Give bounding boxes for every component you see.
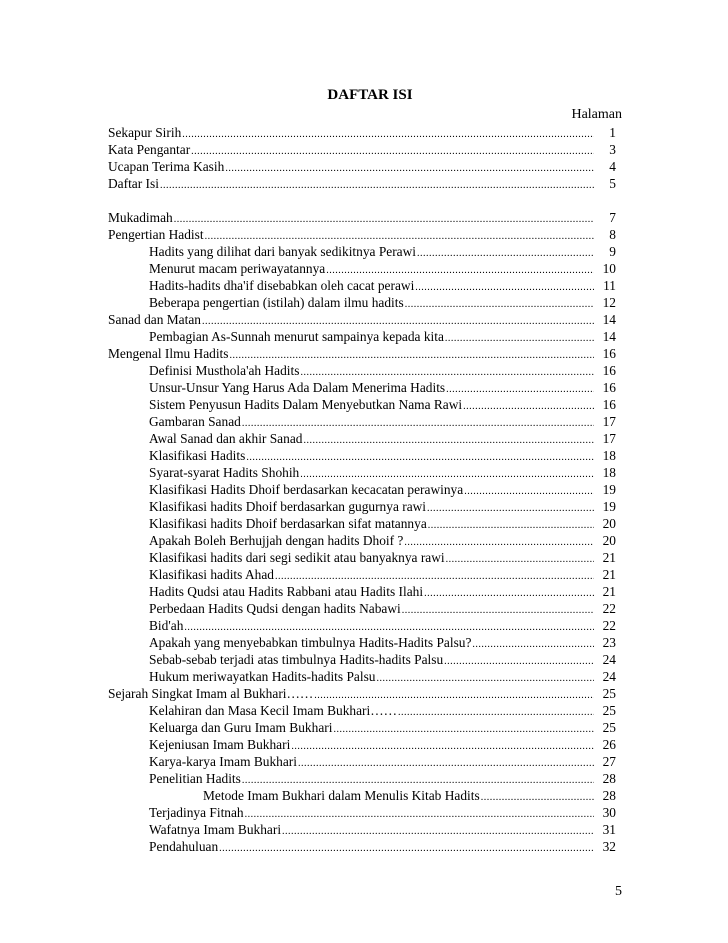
toc-entry[interactable] [108,226,616,243]
toc-leader-dots [242,772,594,787]
toc-entry-label: Definisi Musthola'ah Hadits [149,363,300,378]
toc-entry-page: 11 [603,278,616,293]
toc-entry-page: 16 [602,363,616,378]
toc-entry-label: Terjadinya Fitnah [149,805,244,820]
toc-entry-page: 25 [602,703,616,718]
toc-entry[interactable] [108,447,616,464]
toc-entry[interactable] [108,158,616,175]
toc-leader-dots [415,279,594,294]
toc-leader-dots [291,738,594,753]
toc-entry[interactable] [108,532,616,549]
toc-entry[interactable] [108,600,616,617]
toc-leader-dots [446,381,594,396]
toc-entry[interactable] [108,668,616,685]
toc-entry-page: 21 [602,567,616,582]
toc-leader-dots [300,466,594,481]
toc-entry[interactable] [108,515,616,532]
toc-leader-dots [376,670,594,685]
toc-entry-label: Apakah yang menyebabkan timbulnya Hadits-Hadits Palsu? [149,635,472,650]
toc-entry[interactable] [108,260,616,277]
toc-entry[interactable] [108,379,616,396]
toc-entry[interactable] [108,311,616,328]
page-title: DAFTAR ISI [327,87,413,103]
toc-entry[interactable] [108,345,616,362]
toc-group-main [108,209,616,855]
toc-leader-dots [417,245,594,260]
toc-entry-label: Beberapa pengertian (istilah) dalam ilmu hadits [149,295,404,310]
toc-entry-label: Ucapan Terima Kasih [108,159,225,174]
toc-leader-dots [202,313,594,328]
toc-entry-page: 31 [602,822,616,837]
toc-leader-dots [219,840,594,855]
toc-leader-dots [464,483,594,498]
toc-leader-dots [303,432,594,447]
toc-leader-dots [446,551,594,566]
toc-entry-page: 30 [602,805,616,820]
toc-entry-label: Keluarga dan Guru Imam Bukhari [149,720,333,735]
toc-entry-label: Penelitian Hadits [149,771,241,786]
toc-entry[interactable] [108,464,616,481]
toc-entry[interactable] [108,821,616,838]
toc-entry[interactable] [108,651,616,668]
toc-entry-page: 16 [602,397,616,412]
toc-entry-page: 8 [609,227,616,242]
toc-entry-page: 28 [602,788,616,803]
toc-entry-label: Sekapur Sirih [108,125,182,140]
toc-entry-page: 24 [602,652,616,667]
toc-entry-label: Pembagian As-Sunnah menurut sampainya kepada kita [149,329,444,344]
toc-entry-label: Wafatnya Imam Bukhari [149,822,282,837]
toc-entry[interactable] [108,549,616,566]
toc-entry-page: 32 [602,839,616,854]
toc-entry-page: 25 [602,686,616,701]
toc-entry-label: Mengenal Ilmu Hadits [108,346,229,361]
toc-entry-label: Klasifikasi Hadits Dhoif berdasarkan kecacatan perawinya [149,482,464,497]
toc-leader-dots [402,602,594,617]
toc-leader-dots [205,228,594,243]
toc-entry-label: Bid'ah [149,618,184,633]
toc-leader-dots [427,500,594,515]
toc-entry[interactable] [108,804,616,821]
toc-entry[interactable] [108,753,616,770]
toc-leader-dots [314,687,594,702]
toc-entry[interactable] [108,719,616,736]
toc-entry[interactable] [108,294,616,311]
toc-entry-page: 9 [609,244,616,259]
toc-entry-page: 17 [602,414,616,429]
toc-group-spacer [108,192,616,209]
toc-entry[interactable] [108,617,616,634]
toc-entry[interactable] [108,566,616,583]
page-column-header: Halaman [571,107,622,122]
toc-entry[interactable] [108,770,616,787]
toc-leader-dots [245,806,594,821]
toc-entry-label: Perbedaan Hadits Qudsi dengan hadits Nabawi [149,601,401,616]
toc-entry-page: 12 [602,295,616,310]
toc-leader-dots [184,619,594,634]
toc-leader-dots [398,704,594,719]
toc-entry[interactable] [108,685,616,702]
toc-entry-page: 20 [602,516,616,531]
toc-leader-dots [230,347,595,362]
toc-entry[interactable] [108,124,616,141]
toc-entry-label: Gambaran Sanad [149,414,241,429]
toc-entry[interactable] [108,634,616,651]
toc-entry-page: 20 [602,533,616,548]
toc-leader-dots [182,126,594,141]
toc-entry-label: Karya-karya Imam Bukhari [149,754,297,769]
toc-entry-label: Hukum meriwayatkan Hadits-hadits Palsu [149,669,376,684]
toc-entry-page: 16 [602,380,616,395]
toc-entry-page: 19 [602,482,616,497]
toc-entry-page: 21 [602,584,616,599]
page-number: 5 [615,884,622,899]
toc-leader-dots [333,721,594,736]
toc-entry-label: Awal Sanad dan akhir Sanad [149,431,303,446]
toc-entry-label: Syarat-syarat Hadits Shohih [149,465,300,480]
toc-entry[interactable] [108,175,616,192]
toc-entry-page: 28 [602,771,616,786]
toc-entry[interactable] [108,396,616,413]
toc-entry[interactable] [108,736,616,753]
toc-entry-page: 16 [602,346,616,361]
toc-leader-dots [282,823,594,838]
toc-entry[interactable] [108,413,616,430]
toc-entry-label: Mukadimah [108,210,173,225]
toc-leader-dots [246,449,594,464]
toc-entry-page: 4 [609,159,616,174]
toc-entry[interactable] [108,209,616,226]
toc-entry-label: Unsur-Unsur Yang Harus Ada Dalam Menerima Hadits [149,380,446,395]
toc-entry-label: Sebab-sebab terjadi atas timbulnya Hadits-hadits Palsu [149,652,444,667]
toc-leader-dots [275,568,594,583]
toc-entry-page: 17 [602,431,616,446]
toc-entry-page: 25 [602,720,616,735]
toc-entry-page: 24 [602,669,616,684]
toc-leader-dots [300,364,594,379]
toc-entry-page: 5 [609,176,616,191]
toc-entry-page: 21 [602,550,616,565]
toc-entry[interactable] [108,702,616,719]
toc-entry-label: Klasifikasi hadits dari segi sedikit atau banyaknya rawi [149,550,445,565]
toc-entry-page: 23 [602,635,616,650]
toc-leader-dots [428,517,594,532]
toc-entry[interactable] [108,362,616,379]
toc-entry[interactable] [108,141,616,158]
toc-entry-label: Kelahiran dan Masa Kecil Imam Bukhari…… [149,703,398,718]
toc-group-front-matter [108,124,616,192]
toc-entry[interactable] [108,243,616,260]
toc-entry-label: Metode Imam Bukhari dalam Menulis Kitab Hadits [203,788,480,803]
toc-entry-page: 14 [602,329,616,344]
toc-entry-label: Kata Pengantar [108,142,191,157]
toc-entry-label: Sejarah Singkat Imam al Bukhari…… [108,686,314,701]
toc-entry-label: Menurut macam periwayatannya [149,261,326,276]
toc-leader-dots [445,330,594,345]
toc-leader-dots [326,262,594,277]
toc-entry-label: Sistem Penyusun Hadits Dalam Menyebutkan Nama Rawi [149,397,463,412]
toc-entry-label: Apakah Boleh Berhujjah dengan hadits Dhoif ? [149,533,404,548]
toc-leader-dots [225,160,594,175]
toc-entry[interactable] [108,277,616,294]
toc-entry-label: Daftar Isi [108,176,159,191]
toc-entry-label: Klasifikasi Hadits [149,448,246,463]
toc-leader-dots [472,636,594,651]
toc-leader-dots [463,398,594,413]
toc-leader-dots [424,585,594,600]
toc-leader-dots [404,534,594,549]
toc-entry-page: 19 [602,499,616,514]
toc-entry-label: Klasifikasi hadits Dhoif berdasarkan gugurnya rawi [149,499,427,514]
toc-entry-label: Kejeniusan Imam Bukhari [149,737,291,752]
toc-leader-dots [481,789,594,804]
toc-entry-page: 22 [602,601,616,616]
toc-entry-page: 1 [609,125,616,140]
toc-leader-dots [242,415,594,430]
toc-entry[interactable] [108,583,616,600]
toc-leader-dots [160,177,594,192]
toc-entry-label: Klasifikasi hadits Dhoif berdasarkan sifat matannya [149,516,427,531]
toc-entry-label: Hadits yang dilihat dari banyak sedikitnya Perawi [149,244,417,259]
toc-entry-label: Sanad dan Matan [108,312,201,327]
toc-entry-page: 10 [602,261,616,276]
toc-entry-label: Pengertian Hadist [108,227,204,242]
toc-leader-dots [191,143,594,158]
toc-leader-dots [444,653,594,668]
toc-entry[interactable] [108,787,616,804]
toc-entry-page: 22 [602,618,616,633]
toc-entry-page: 26 [602,737,616,752]
toc-entry-label: Klasifikasi hadits Ahad [149,567,274,582]
toc-entry-page: 7 [609,210,616,225]
toc-entry-page: 18 [602,465,616,480]
toc-entry-label: Hadits-hadits dha'if disebabkan oleh cacat perawi [149,278,415,293]
toc-entry-label: Pendahuluan [149,839,219,854]
toc-entry[interactable] [108,838,616,855]
toc-leader-dots [298,755,594,770]
toc-leader-dots [405,296,594,311]
toc-entry[interactable] [108,328,616,345]
table-of-contents [108,124,616,855]
toc-entry[interactable] [108,481,616,498]
toc-entry-page: 27 [602,754,616,769]
toc-entry-page: 3 [609,142,616,157]
toc-entry-label: Hadits Qudsi atau Hadits Rabbani atau Hadits Ilahi [149,584,424,599]
toc-entry[interactable] [108,430,616,447]
toc-entry[interactable] [108,498,616,515]
toc-leader-dots [174,211,594,226]
toc-entry-page: 14 [602,312,616,327]
toc-entry-page: 18 [602,448,616,463]
